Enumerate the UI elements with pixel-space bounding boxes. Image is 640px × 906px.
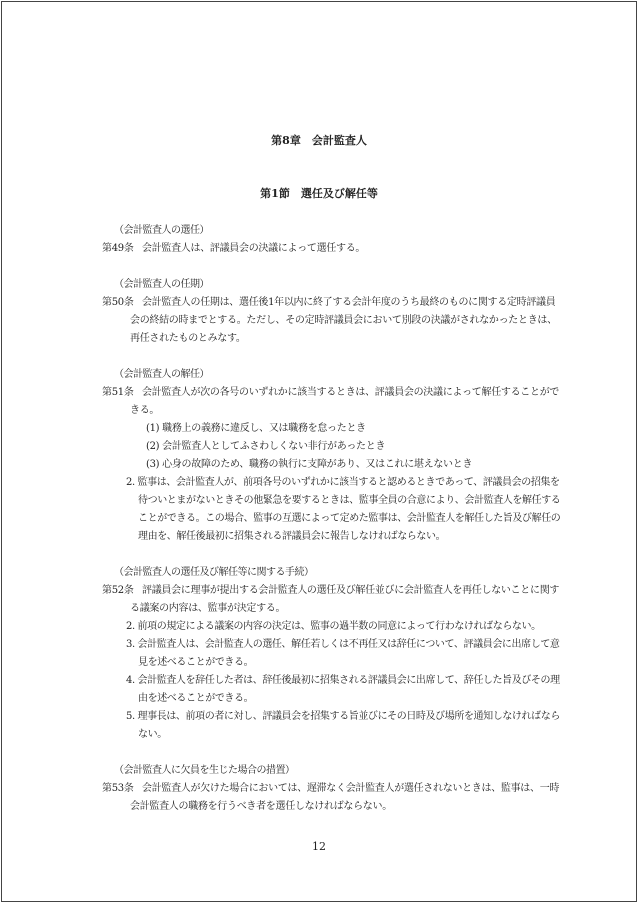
article-text: [102, 780, 562, 816]
article-paragraph: 4. 会計監査人を辞任した者は、辞任後最初に招集される評議員会に出席して、辞任した旨及びその理由を述べることができる。: [126, 675, 560, 704]
article-53: [102, 762, 562, 816]
article-text: [102, 294, 562, 348]
article-52: [102, 564, 562, 744]
article-number: 第50条: [102, 297, 134, 308]
article-body: 会計監査人の任期は、選任後1年以内に終了する会計年度のうち最終のものに関する定時評議員会の終結の時までとする。ただし、その定時評議員会において別段の決議がされなかったときは、再任されたものとみなす。: [130, 297, 557, 344]
article-number: 第52条: [102, 585, 134, 596]
article-number: 第51条: [102, 387, 134, 398]
section-title: 第1節 選任及び解任等: [260, 187, 378, 200]
article-49: [102, 222, 562, 258]
article-paragraph: 5. 理事長は、前項の者に対し、評議員会を招集する旨並びにその日時及び場所を通知しなければならない。: [126, 711, 560, 740]
document-page: [1, 1, 637, 902]
chapter-title: 第8章 会計監査人: [271, 134, 367, 147]
article-item: (2) 会計監査人としてふさわしくない非行があったとき: [146, 441, 386, 452]
article-caption: （会計監査人の選任及び解任等に関する手続）: [114, 567, 314, 578]
article-text: [102, 240, 562, 258]
article-item: (1) 職務上の義務に違反し、又は職務を怠ったとき: [146, 423, 366, 434]
article-paragraph: 3. 会計監査人は、会計監査人の選任、解任若しくは不再任又は辞任について、評議員会に出席して意見を述べることができる。: [126, 639, 560, 668]
articles-body: [102, 222, 562, 816]
article-51: [102, 366, 562, 546]
page-number: 12: [312, 840, 326, 853]
article-paragraph: 2. 前項の規定による議案の内容の決定は、監事の過半数の同意によって行わなければならない。: [126, 621, 541, 632]
article-caption: （会計監査人に欠員を生じた場合の措置）: [114, 765, 295, 776]
article-text: [102, 582, 562, 618]
article-caption: （会計監査人の任期）: [114, 279, 209, 290]
article-body: 会計監査人が欠けた場合においては、遅滞なく会計監査人が選任されないときは、監事は、一時会計監査人の職務を行うべき者を選任しなければならない。: [130, 783, 560, 812]
article-paragraph: 2. 監事は、会計監査人が、前項各号のいずれかに該当すると認めるときであって、評議員会の招集を待ついとまがないときその他緊急を要するときは、監事全員の合意により、会計監査人を解任することができる。この場合、監事の互選によって定めた監事は、会計監査人を解任した旨及び解任の理由を、解任後最初に招集される評議員会に報告しなければならない。: [126, 477, 561, 542]
article-caption: （会計監査人の選任）: [114, 225, 209, 236]
article-item: (3) 心身の故障のため、職務の執行に支障があり、又はこれに堪えないとき: [146, 459, 473, 470]
article-body: 評議員会に理事が提出する会計監査人の選任及び解任並びに会計監査人を再任しないことに関する議案の内容は、監事が決定する。: [130, 585, 560, 614]
article-caption: （会計監査人の解任）: [114, 369, 209, 380]
article-body: 会計監査人が次の各号のいずれかに該当するときは、評議員会の決議によって解任することができる。: [130, 387, 560, 416]
article-text: [102, 384, 562, 420]
article-number: 第49条: [102, 243, 134, 254]
article-body: 会計監査人は、評議員会の決議によって選任する。: [142, 243, 366, 254]
article-number: 第53条: [102, 783, 134, 794]
article-50: [102, 276, 562, 348]
